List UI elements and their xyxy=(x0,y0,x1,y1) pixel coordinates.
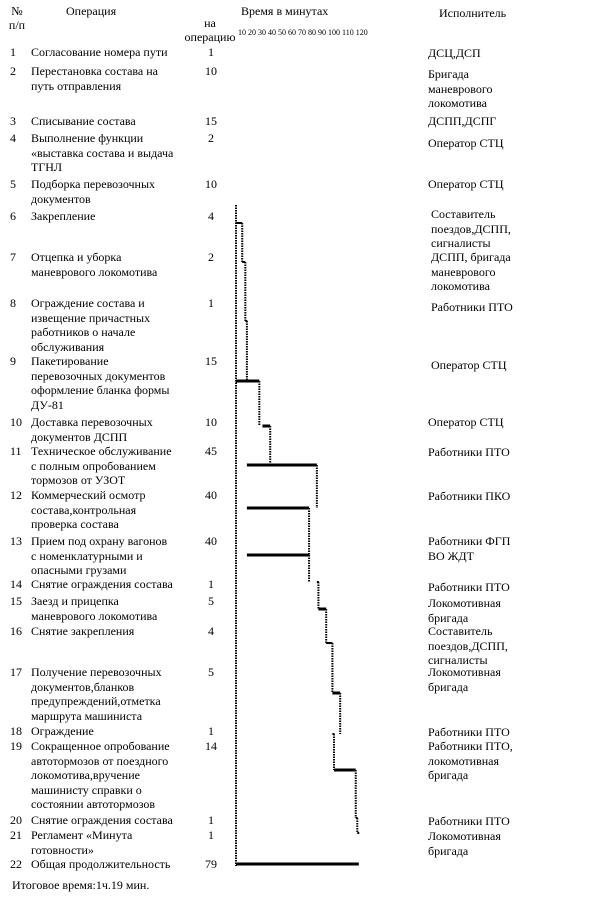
gantt-bar-21 xyxy=(357,832,359,834)
row-number: 12 xyxy=(10,488,22,502)
row-number: 6 xyxy=(10,209,16,223)
operation-executor: Работники ПТО xyxy=(428,580,510,594)
gantt-bar-17 xyxy=(332,692,340,695)
operation-executor: Оператор СТЦ xyxy=(428,136,504,150)
operation-duration: 4 xyxy=(208,624,214,638)
operation-executor: Оператор СТЦ xyxy=(428,177,504,191)
operation-executor: Составитель поездов,ДСПП, сигналисты xyxy=(431,207,511,250)
operation-executor: Работники ПТО xyxy=(428,725,510,739)
operation-duration: 79 xyxy=(205,857,217,871)
row-number: 3 xyxy=(10,114,16,128)
operation-executor: ДСПП, бригада маневрового локомотива xyxy=(431,250,511,293)
operation-name: Подборка перевозочных документов xyxy=(31,177,156,206)
operation-duration: 40 xyxy=(205,534,217,548)
operation-executor: Работники ПТО xyxy=(428,445,510,459)
operation-executor: Локомотивная бригада xyxy=(428,596,501,625)
row-number: 20 xyxy=(10,813,22,827)
operation-executor: Работники ФГП ВО ЖДТ xyxy=(428,534,511,563)
row-number: 4 xyxy=(10,131,16,145)
operation-executor: Работники ПТО xyxy=(431,300,513,314)
operation-name: Снятие ограждения состава xyxy=(31,813,173,827)
row-number: 8 xyxy=(10,296,16,310)
operation-duration: 15 xyxy=(205,354,217,368)
header-time: Время в минутах xyxy=(241,4,329,18)
row-number: 2 xyxy=(10,64,16,78)
gantt-bar-22 xyxy=(236,863,359,866)
row-number: 17 xyxy=(10,665,22,679)
gantt-bar-10 xyxy=(262,425,270,428)
operation-duration: 1 xyxy=(208,724,214,738)
gantt-bar-11 xyxy=(247,464,317,467)
operation-duration: 10 xyxy=(205,64,217,78)
operation-duration: 1 xyxy=(208,45,214,59)
row-number: 7 xyxy=(10,250,16,264)
operation-executor: Локомотивная бригада xyxy=(428,829,501,858)
row-number: 18 xyxy=(10,724,22,738)
total-time: Итоговое время:1ч.19 мин. xyxy=(12,878,150,892)
header-num: № п/п xyxy=(8,4,26,32)
time-axis-ticks: 10 20 30 40 50 60 70 80 90 100 110 120 xyxy=(238,28,368,37)
operation-name: Перестановка состава на путь отправления xyxy=(31,64,158,93)
row-number: 15 xyxy=(10,594,22,608)
row-number: 22 xyxy=(10,857,22,871)
header-operation: Операция xyxy=(66,4,117,18)
gantt-bar-15 xyxy=(318,608,326,611)
row-number: 1 xyxy=(10,45,16,59)
operation-name: Выполнение функции «выставка состава и выдача ТГНЛ xyxy=(31,131,174,174)
gantt-bar-13 xyxy=(247,554,309,557)
operation-executor: Локомотивная бригада xyxy=(428,665,501,694)
operation-name: Согласование номера пути xyxy=(31,45,168,59)
operation-name: Доставка перевозочных документов ДСПП xyxy=(31,415,153,444)
operation-name: Списывание состава xyxy=(31,114,136,128)
operation-executor: Оператор СТЦ xyxy=(431,358,507,372)
operation-duration: 15 xyxy=(205,114,217,128)
operation-name: Общая продолжительность xyxy=(31,857,171,871)
operation-name: Ограждение состава и извещение причастных работников о начале обслуживания xyxy=(31,296,151,354)
operation-name: Техническое обслуживание с полным опробованием тормозов от УЗОТ xyxy=(31,444,172,487)
gantt-bar-19 xyxy=(334,769,356,772)
operation-duration: 5 xyxy=(208,594,214,608)
row-number: 21 xyxy=(10,828,22,842)
operation-name: Прием под охрану вагонов с номенклатурными и опасными грузами xyxy=(31,534,168,577)
operation-duration: 5 xyxy=(208,665,214,679)
operation-name: Закрепление xyxy=(31,209,96,223)
operation-name: Сокращенное опробование автотормозов от поездного локомотива,вручение машинисту справки о состоянии автотормозов xyxy=(31,739,170,811)
header-duration: на операцию xyxy=(184,16,236,44)
operation-executor: Работники ПТО, локомотивная бригада xyxy=(428,739,513,782)
row-number: 16 xyxy=(10,624,22,638)
row-number: 14 xyxy=(10,577,22,591)
row-number: 10 xyxy=(10,415,22,429)
operation-duration: 10 xyxy=(205,415,217,429)
operation-duration: 2 xyxy=(208,131,214,145)
operation-executor: ДСПП,ДСПГ xyxy=(428,114,497,128)
gantt-bar-12 xyxy=(247,507,309,510)
operation-duration: 1 xyxy=(208,296,214,310)
operation-name: Снятие ограждения состава xyxy=(31,577,173,591)
row-number: 5 xyxy=(10,177,16,191)
operation-name: Отцепка и уборка маневрового локомотива xyxy=(31,250,158,279)
operation-duration: 14 xyxy=(205,739,217,753)
operation-executor: Работники ПТО xyxy=(428,814,510,828)
row-number: 19 xyxy=(10,739,22,753)
header-executor: Исполнитель xyxy=(439,6,507,20)
operation-duration: 1 xyxy=(208,828,214,842)
operation-duration: 40 xyxy=(205,488,217,502)
operation-name: Коммерческий осмотр состава,контрольная проверка состава xyxy=(31,488,146,531)
row-number: 9 xyxy=(10,354,16,368)
operation-name: Получение перевозочных документов,бланков предупреждений,отметка маршрута машиниста xyxy=(31,665,162,723)
operation-duration: 45 xyxy=(205,444,217,458)
operation-duration: 10 xyxy=(205,177,217,191)
operation-name: Снятие закрепления xyxy=(31,624,135,638)
row-number: 13 xyxy=(10,534,22,548)
row-number: 11 xyxy=(10,444,22,458)
operation-duration: 1 xyxy=(208,577,214,591)
operation-executor: Работники ПКО xyxy=(428,489,511,503)
operation-name: Ограждение xyxy=(31,724,94,738)
operation-executor: Составитель поездов,ДСПП, сигналисты xyxy=(428,624,508,667)
operation-duration: 4 xyxy=(208,209,214,223)
operation-executor: Оператор СТЦ xyxy=(428,415,504,429)
operation-duration: 1 xyxy=(208,813,214,827)
operation-name: Регламент «Минута готовности» xyxy=(31,828,133,857)
operation-duration: 2 xyxy=(208,250,214,264)
operation-name: Пакетирование перевозочных документов оформление бланка формы ДУ-81 xyxy=(31,354,170,412)
operation-name: Заезд и прицепка маневрового локомотива xyxy=(31,594,158,623)
operation-executor: ДСЦ,ДСП xyxy=(428,46,481,60)
operation-executor: Бригада маневрового локомотива xyxy=(428,67,493,110)
